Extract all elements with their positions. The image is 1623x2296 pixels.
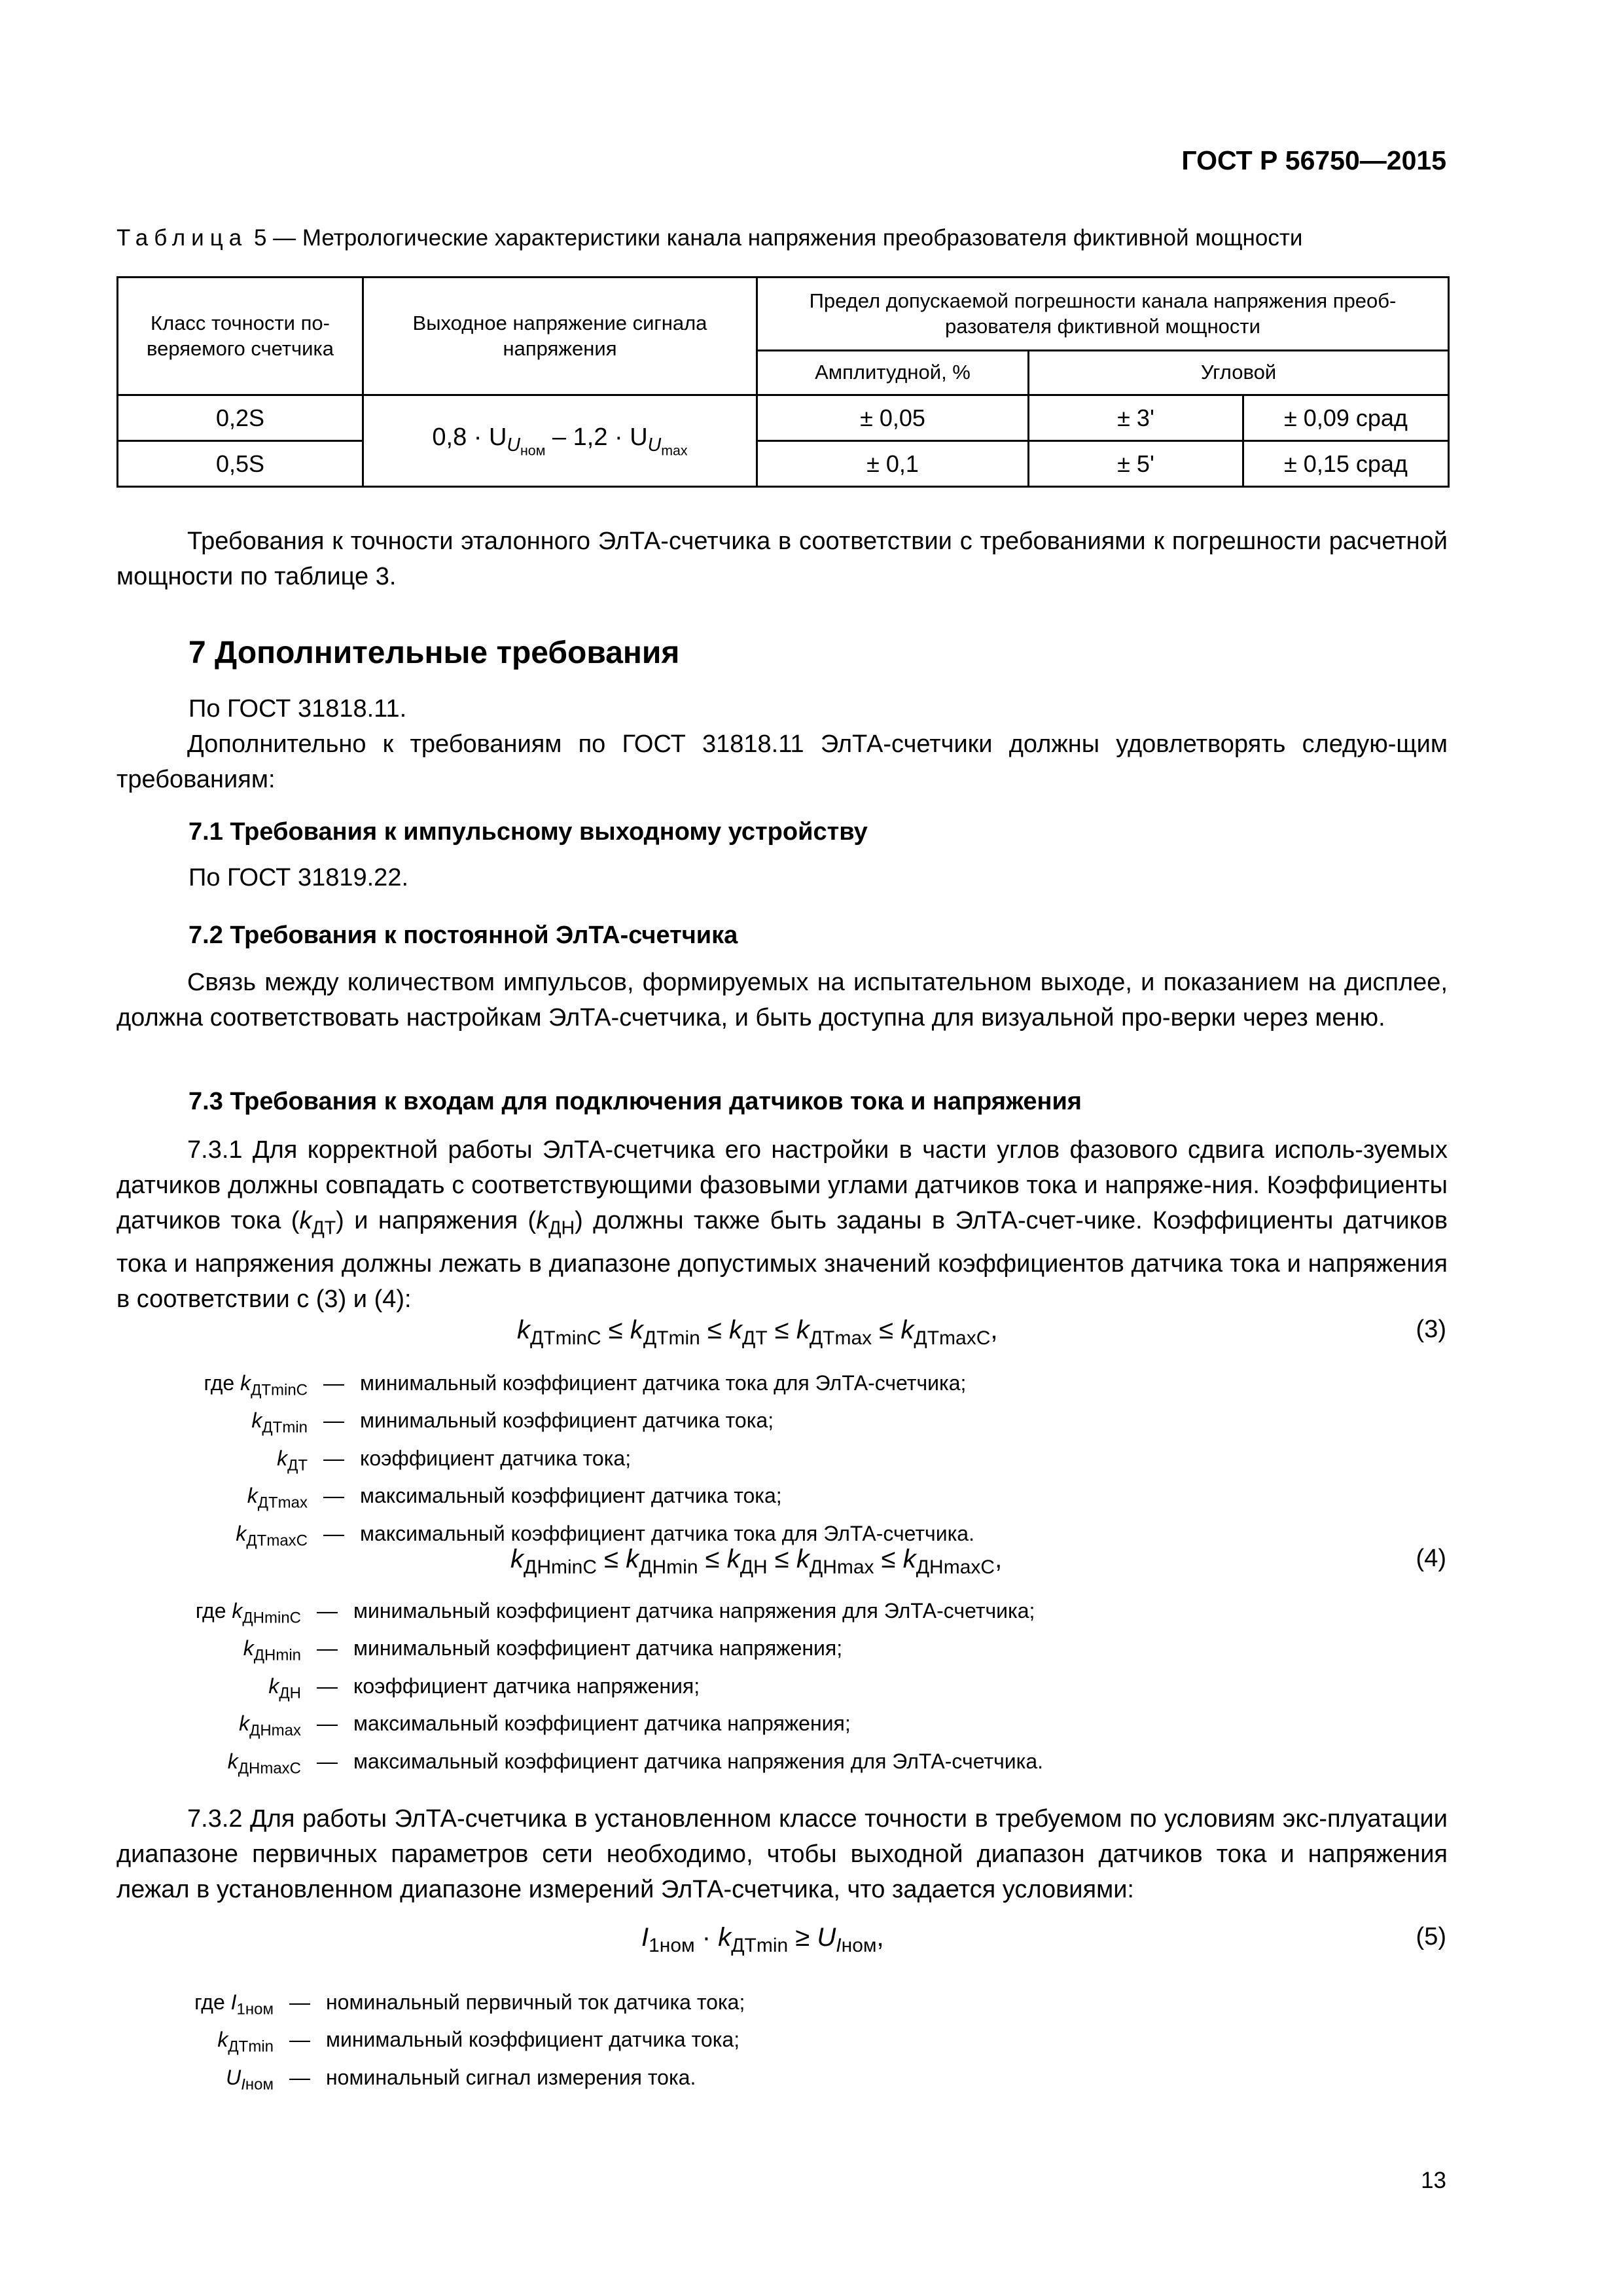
table-caption <box>116 225 1302 251</box>
table-row <box>118 441 1449 487</box>
paragraph-7-3-2: 7.3.2 Для работы ЭлТА-счетчика в установленном классе точности в требуемом по условиям экс-плуатации диапазоне первичных параметров сети необходимо, чтобы выходной диапазон датчиков тока и напряжения лежал в установленном диапазоне измерений ЭлТА-счетчика, что задается условиями: <box>116 1805 1448 1903</box>
table-cell: ± 0,09 срад <box>1243 395 1449 441</box>
header-cell-class: Класс точности по-веряемого счетчика <box>118 278 363 395</box>
document-header: ГОСТ Р 56750—2015 <box>1181 145 1446 175</box>
table-cell: ± 0,15 срад <box>1243 441 1449 487</box>
paragraph-7-3-1: 7.3.1 Для корректной работы ЭлТА-счетчика его настройки в части углов фазового сдвига исполь-зуемых датчиков должны совпадать с соответствующими фазовыми углами датчиков тока и напряже-ния. Коэффициенты датчиков тока $(k_{ДТ})$ и напряжения $(k_{ДН})$ должны также быть заданы в ЭлТА-счет-чике. Коэффициенты датчиков тока и напряжения должны лежать в диапазоне допустимых значений коэффициентов датчика тока и напряжения в соответствии с (3) и (4): <box>116 1136 1448 1313</box>
equation-4: $k_{ДНminC} \le k_{ДНmin} \le k_{ДН} \le k_{ДНmax} \le k_{ДНmaxC}$, <box>510 1545 1003 1578</box>
section-7-2-title: 7.2 Требования к постоянной ЭлТА-счетчика <box>188 922 738 949</box>
table-caption-text: 5 — Метрологические характеристики канала напряжения преобразователя фиктивной мощности <box>253 225 1303 251</box>
section-7-title: 7 Дополнительные требования <box>188 636 680 670</box>
paragraph-reference: Требования к точности эталонного ЭлТА-счетчика в соответствии с требованиями к погрешности расчетной мощности по таблице 3. <box>116 528 1448 590</box>
table-cell: ± 0,05 <box>757 395 1029 441</box>
table-cell: 0,2S <box>118 395 363 441</box>
header-cell-angular: Угловой <box>1029 351 1449 395</box>
header-cell-amplitude: Амплитудной, % <box>757 351 1029 395</box>
section-7-line1: По ГОСТ 31818.11. <box>188 695 407 723</box>
page-number: 13 <box>1421 2168 1446 2193</box>
equation-5-number: (5) <box>1416 1923 1446 1950</box>
equation-3: $k_{ДТminC} \le k_{ДТmin} \le k_{ДТ} \le k_{ДТmax} \le k_{ДТmaxC}$, <box>517 1316 998 1349</box>
section-7-1-text: По ГОСТ 31819.22. <box>188 864 409 891</box>
section-7-2-text: Связь между количеством импульсов, формируемых на испытательном выходе, и показанием на дисплее, должна соответствовать настройкам ЭлТА-счетчика, и быть доступна для визуальной про-верки через меню. <box>116 969 1448 1031</box>
section-7-3-title: 7.3 Требования к входам для подключения датчиков тока и напряжения <box>188 1088 1082 1115</box>
table-cell: ± 5' <box>1029 441 1243 487</box>
table-cell: ± 3' <box>1029 395 1243 441</box>
equation-3-definitions: где $k_{ДТminC}$ — минимальный коэффициент датчика тока для ЭлТА-счетчика; $k_{ДТmin}$ — минимальный коэффициент датчика тока; $k_{ДТ}$ — коэффициент датчика тока; $k_{ДТmax}$ — максимальный коэффициент датчика тока; $k_{ДТmaxC}$ — максимальный коэффициент датчика тока для ЭлТА-счетчика. <box>204 1371 974 1549</box>
equation-5: $I_{1ном} \cdot k_{ДТmin} \ge U_{Iном}$, <box>641 1923 884 1956</box>
section-7-line2: Дополнительно к требованиям по ГОСТ 31818.11 ЭлТА-счетчики должны удовлетворять следую-щим требованиям: <box>116 730 1448 793</box>
table-row <box>118 395 1449 441</box>
header-cell-limit: Предел допускаемой погрешности канала напряжения преоб-разователя фиктивной мощности <box>757 278 1449 351</box>
table-caption-label: Таблица <box>116 225 248 251</box>
equation-5-definitions: где $I_{1ном}$ — номинальный первичный ток датчика тока; $k_{ДТmin}$ — минимальный коэффициент датчика тока; $U_{Iном}$ — номинальный сигнал измерения тока. <box>194 1990 745 2094</box>
equation-4-number: (4) <box>1416 1545 1446 1572</box>
section-7-1-title: 7.1 Требования к импульсному выходному устройству <box>188 818 868 846</box>
table-5 <box>116 276 1450 488</box>
equation-3-number: (3) <box>1416 1316 1446 1343</box>
table-cell: ± 0,1 <box>757 441 1029 487</box>
table-cell: 0,5S <box>118 441 363 487</box>
header-cell-voltage: Выходное напряжение сигнала напряжения <box>363 278 757 395</box>
voltage-range-cell: $0,8 \cdot U_{U_{ном}} - 1,2 \cdot U_{U_{max}}$ <box>363 395 757 487</box>
equation-4-definitions: где $k_{ДНminC}$ — минимальный коэффициент датчика напряжения для ЭлТА-счетчика; $k_{ДНmin}$ — минимальный коэффициент датчика напряжения; $k_{ДН}$ — коэффициент датчика напряжения; $k_{ДНmax}$ — максимальный коэффициент датчика напряжения; $k_{ДНmaxC}$ — максимальный коэффициент датчика напряжения для ЭлТА-счетчика. <box>195 1599 1044 1777</box>
